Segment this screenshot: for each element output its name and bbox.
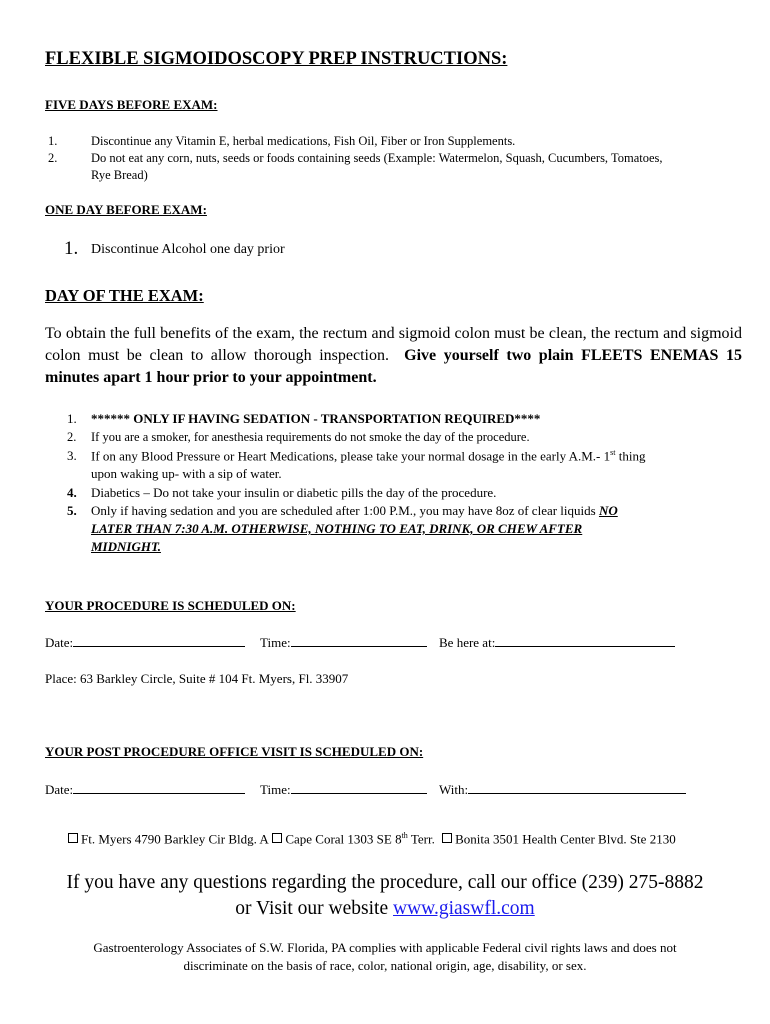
post-heading: YOUR POST PROCEDURE OFFICE VISIT IS SCHEDULED ON:	[45, 744, 424, 759]
list-number: 3.	[67, 448, 77, 463]
date-field[interactable]	[73, 781, 245, 794]
list-item-text: ****** ONLY IF HAVING SEDATION - TRANSPORTATION REQUIRED****	[91, 411, 541, 426]
post-date	[45, 781, 245, 798]
post-with	[439, 781, 686, 798]
text-part: Only if having sedation and you are scheduled after 1:00 P.M., you may have 8oz of clear liquids	[91, 503, 599, 518]
footer-line: discriminate on the basis of race, color, national origin, age, disability, or sex.	[183, 958, 587, 973]
website-link[interactable]: www.giaswfl.com	[393, 898, 535, 919]
paragraph-bold-text: Give yourself two plain FLEETS ENEMAS 15 minutes apart 1 hour prior to your appointment.	[45, 347, 743, 386]
list-item-text: Rye Bread)	[91, 168, 148, 182]
location-label: Bonita 3501 Health Center Blvd. Ste 2130	[455, 831, 676, 847]
emphasis-text: LATER THAN 7:30 A.M. OTHERWISE, NOTHING TO EAT, DRINK, OR CHEW AFTER	[91, 521, 583, 536]
paragraph-text: To obtain the full benefits of the exam, the rectum and sigmoid colon must be clean, the rectum and sigmoid colon must be clean to allow thorough inspection.	[45, 325, 742, 364]
list-item-text: Diabetics – Do not take your insulin or diabetic pills the day of the procedure.	[91, 485, 497, 500]
page-title: FLEXIBLE SIGMOIDOSCOPY PREP INSTRUCTIONS:	[45, 49, 508, 69]
emphasis-text: NO	[598, 503, 618, 518]
list-item-text: upon waking up- with a sip of water.	[91, 466, 282, 481]
superscript: st	[610, 448, 616, 457]
list-number: 2.	[48, 151, 58, 165]
exam-day-paragraph	[45, 323, 742, 389]
checkbox-icon[interactable]	[68, 833, 78, 843]
emphasis-text: MIDNIGHT.	[91, 539, 161, 554]
list-item-text	[91, 448, 645, 464]
location-options	[68, 831, 676, 847]
superscript: th	[401, 831, 408, 840]
place-text: Place: 63 Barkley Circle, Suite # 104 Ft. Myers, Fl. 33907	[45, 671, 349, 686]
list-item-text: Do not eat any corn, nuts, seeds or foods containing seeds (Example: Watermelon, Squash, Cucumbers, Tomatoes,	[91, 151, 663, 165]
list-item-text	[91, 503, 618, 519]
list-item-text: Discontinue Alcohol one day prior	[91, 242, 285, 257]
location-label: Ft. Myers 4790 Barkley Cir Bldg. A	[81, 831, 269, 847]
list-number: 4.	[67, 485, 77, 500]
schedule-behere	[439, 634, 675, 651]
checkbox-icon[interactable]	[272, 833, 282, 843]
list-number: 1.	[67, 411, 77, 426]
schedule-heading: YOUR PROCEDURE IS SCHEDULED ON:	[45, 598, 296, 613]
location-label: Terr.	[407, 831, 435, 847]
contact-line: If you have any questions regarding the procedure, call our office (239) 275-8882	[66, 872, 704, 893]
list-number: 1.	[64, 238, 79, 259]
one-day-heading: ONE DAY BEFORE EXAM:	[45, 202, 207, 217]
list-number: 5.	[67, 503, 77, 518]
behere-label: Be here at:	[439, 635, 496, 650]
date-label: Date:	[45, 782, 74, 797]
checkbox-icon[interactable]	[442, 833, 452, 843]
list-number: 1.	[48, 134, 58, 148]
text-part: If on any Blood Pressure or Heart Medications, please take your normal dosage in the early A.M.- 1	[91, 448, 611, 464]
location-label: Cape Coral 1303 SE 8	[285, 831, 402, 847]
list-item-text: If you are a smoker, for anesthesia requirements do not smoke the day of the procedure.	[91, 430, 530, 444]
time-field[interactable]	[291, 634, 427, 647]
footer-line: Gastroenterology Associates of S.W. Florida, PA complies with applicable Federal civil rights laws and does not	[93, 940, 677, 955]
website-prefix: or Visit our website	[235, 898, 393, 919]
five-days-heading: FIVE DAYS BEFORE EXAM:	[45, 97, 218, 112]
time-field[interactable]	[291, 781, 427, 794]
website-line	[0, 898, 770, 920]
text-part: thing	[615, 448, 646, 464]
with-label: With:	[439, 782, 469, 797]
list-number: 2.	[67, 430, 77, 444]
list-item-text: Discontinue any Vitamin E, herbal medications, Fish Oil, Fiber or Iron Supplements.	[91, 134, 516, 148]
list-item	[48, 134, 57, 149]
with-field[interactable]	[468, 781, 686, 794]
time-label: Time:	[260, 782, 291, 797]
date-field[interactable]	[73, 634, 245, 647]
date-label: Date:	[45, 635, 74, 650]
post-time	[260, 781, 427, 798]
exam-day-heading: DAY OF THE EXAM:	[45, 286, 204, 305]
behere-field[interactable]	[495, 634, 675, 647]
schedule-date	[45, 634, 245, 651]
schedule-time	[260, 634, 427, 651]
time-label: Time:	[260, 635, 291, 650]
